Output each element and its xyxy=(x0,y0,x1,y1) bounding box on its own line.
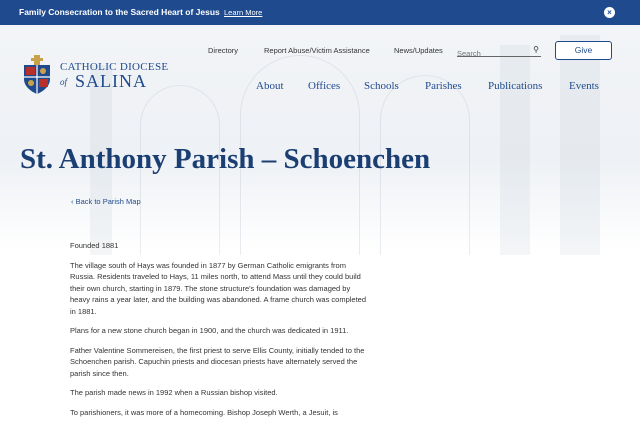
announcement-banner xyxy=(0,0,640,25)
close-icon[interactable]: × xyxy=(604,7,615,18)
paragraph: Plans for a new stone church began in 1900, and the church was dedicated in 1911. xyxy=(70,326,349,335)
nav-publications[interactable]: Publications xyxy=(488,80,543,92)
nav-events[interactable]: Events xyxy=(569,80,599,92)
paragraph: The parish made news in 1992 when a Russian bishop visited. xyxy=(70,388,278,397)
search-box xyxy=(457,43,541,57)
nav-parishes[interactable]: Parishes xyxy=(425,80,462,92)
paragraph: The village south of Hays was founded in 1877 by German Catholic emigrants from Russia. Residents traveled to Hays, 11 miles north, to attend Mass until they could build their own church, starting in 1879. The stone structure's foundation was damaged by heavy rains a year later, and the building was abandoned. A frame church was completed in 1881. xyxy=(70,260,367,316)
chevron-left-icon: ‹ xyxy=(71,197,76,206)
banner-text: Family Consecration to the Sacred Heart of Jesus xyxy=(19,7,220,17)
hero-background xyxy=(0,25,640,250)
search-icon[interactable]: ⚲ xyxy=(533,45,539,54)
nav-offices[interactable]: Offices xyxy=(308,80,341,92)
back-to-parish-map-link[interactable] xyxy=(71,197,141,206)
logo-of: of xyxy=(60,77,68,87)
paragraph: Father Valentine Sommereisen, the first priest to serve Ellis County, initially tended to the Schoenchen parish. Capuchin priests and diocesan priests have alternately served the parish since then. xyxy=(70,345,365,378)
paragraph: Founded 1881 xyxy=(70,241,119,250)
news-updates-link[interactable]: News/Updates xyxy=(394,46,443,55)
nav-schools[interactable]: Schools xyxy=(364,80,399,92)
give-button[interactable]: Give xyxy=(555,41,612,60)
pillar-decoration xyxy=(500,45,530,255)
back-link-label: Back to Parish Map xyxy=(75,197,141,206)
paragraph: To parishioners, it was more of a homecoming. Bishop Joseph Werth, a Jesuit, is xyxy=(70,407,338,417)
parish-content xyxy=(70,240,370,426)
directory-link[interactable]: Directory xyxy=(208,46,239,55)
search-input[interactable] xyxy=(457,49,527,58)
crest-icon xyxy=(20,55,54,95)
report-abuse-link[interactable]: Report Abuse/Victim Assistance xyxy=(264,46,370,55)
logo-subtitle: SALINA xyxy=(75,71,147,91)
page-title: St. Anthony Parish – Schoenchen xyxy=(20,143,431,175)
nav-about[interactable]: About xyxy=(256,80,284,92)
logo-title: CATHOLIC DIOCESE xyxy=(60,61,169,73)
pillar-decoration xyxy=(560,35,600,255)
learn-more-link[interactable]: Learn More xyxy=(224,8,263,17)
